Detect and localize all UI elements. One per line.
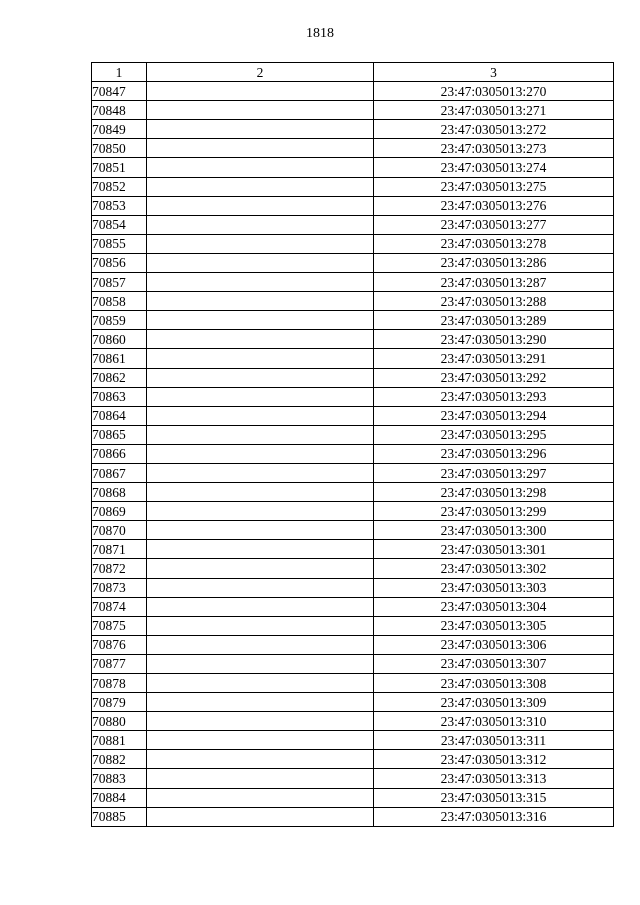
cadastral-number-cell: 23:47:0305013:303 — [374, 578, 614, 597]
table-row — [92, 444, 614, 463]
cadastral-number-cell: 23:47:0305013:290 — [374, 330, 614, 349]
table-row — [92, 387, 614, 406]
cadastral-number-cell: 23:47:0305013:309 — [374, 693, 614, 712]
row-number-cell: 70871 — [92, 540, 147, 559]
row-number-cell: 70850 — [92, 139, 147, 158]
name-cell — [147, 158, 374, 177]
table-row — [92, 731, 614, 750]
cadastral-number-cell: 23:47:0305013:276 — [374, 196, 614, 215]
cadastral-number-cell: 23:47:0305013:275 — [374, 177, 614, 196]
name-cell — [147, 502, 374, 521]
table-header-row — [92, 63, 614, 82]
row-number-cell: 70884 — [92, 788, 147, 807]
table-row — [92, 597, 614, 616]
name-cell — [147, 807, 374, 826]
name-cell — [147, 273, 374, 292]
name-cell — [147, 578, 374, 597]
name-cell — [147, 463, 374, 482]
cadastral-number-cell: 23:47:0305013:295 — [374, 425, 614, 444]
name-cell — [147, 215, 374, 234]
table-row — [92, 101, 614, 120]
row-number-cell: 70852 — [92, 177, 147, 196]
cadastral-number-cell: 23:47:0305013:277 — [374, 215, 614, 234]
name-cell — [147, 616, 374, 635]
name-cell — [147, 654, 374, 673]
name-cell — [147, 521, 374, 540]
row-number-cell: 70869 — [92, 502, 147, 521]
row-number-cell: 70866 — [92, 444, 147, 463]
row-number-cell: 70875 — [92, 616, 147, 635]
row-number-cell: 70851 — [92, 158, 147, 177]
table-row — [92, 712, 614, 731]
table-row — [92, 330, 614, 349]
cadastral-number-cell: 23:47:0305013:311 — [374, 731, 614, 750]
row-number-cell: 70853 — [92, 196, 147, 215]
table-row — [92, 368, 614, 387]
cadastral-number-cell: 23:47:0305013:298 — [374, 483, 614, 502]
row-number-cell: 70868 — [92, 483, 147, 502]
cadastral-number-cell: 23:47:0305013:291 — [374, 349, 614, 368]
table-row — [92, 559, 614, 578]
name-cell — [147, 788, 374, 807]
row-number-cell: 70876 — [92, 635, 147, 654]
name-cell — [147, 196, 374, 215]
row-number-cell: 70878 — [92, 674, 147, 693]
table-row — [92, 82, 614, 101]
table-row — [92, 139, 614, 158]
name-cell — [147, 731, 374, 750]
table-row — [92, 502, 614, 521]
name-cell — [147, 693, 374, 712]
row-number-cell: 70867 — [92, 463, 147, 482]
cadastral-number-cell: 23:47:0305013:294 — [374, 406, 614, 425]
name-cell — [147, 425, 374, 444]
table-row — [92, 311, 614, 330]
table-row — [92, 578, 614, 597]
table-body — [92, 82, 614, 827]
table-row — [92, 654, 614, 673]
row-number-cell: 70882 — [92, 750, 147, 769]
name-cell — [147, 540, 374, 559]
row-number-cell: 70860 — [92, 330, 147, 349]
name-cell — [147, 292, 374, 311]
row-number-cell: 70881 — [92, 731, 147, 750]
registry-table — [91, 62, 614, 827]
cadastral-number-cell: 23:47:0305013:272 — [374, 120, 614, 139]
cadastral-number-cell: 23:47:0305013:278 — [374, 234, 614, 253]
table-row — [92, 807, 614, 826]
table-row — [92, 234, 614, 253]
table-row — [92, 769, 614, 788]
cadastral-number-cell: 23:47:0305013:315 — [374, 788, 614, 807]
name-cell — [147, 82, 374, 101]
table-row — [92, 349, 614, 368]
row-number-cell: 70847 — [92, 82, 147, 101]
cadastral-number-cell: 23:47:0305013:316 — [374, 807, 614, 826]
table-row — [92, 616, 614, 635]
cadastral-number-cell: 23:47:0305013:293 — [374, 387, 614, 406]
row-number-cell: 70870 — [92, 521, 147, 540]
column-header-3: 3 — [374, 63, 614, 82]
cadastral-number-cell: 23:47:0305013:299 — [374, 502, 614, 521]
table-row — [92, 521, 614, 540]
cadastral-number-cell: 23:47:0305013:300 — [374, 521, 614, 540]
row-number-cell: 70854 — [92, 215, 147, 234]
cadastral-number-cell: 23:47:0305013:292 — [374, 368, 614, 387]
row-number-cell: 70849 — [92, 120, 147, 139]
table-row — [92, 158, 614, 177]
row-number-cell: 70864 — [92, 406, 147, 425]
row-number-cell: 70859 — [92, 311, 147, 330]
cadastral-number-cell: 23:47:0305013:310 — [374, 712, 614, 731]
name-cell — [147, 330, 374, 349]
table-row — [92, 674, 614, 693]
cadastral-number-cell: 23:47:0305013:301 — [374, 540, 614, 559]
row-number-cell: 70877 — [92, 654, 147, 673]
cadastral-number-cell: 23:47:0305013:289 — [374, 311, 614, 330]
cadastral-number-cell: 23:47:0305013:302 — [374, 559, 614, 578]
table-row — [92, 292, 614, 311]
cadastral-number-cell: 23:47:0305013:312 — [374, 750, 614, 769]
name-cell — [147, 311, 374, 330]
cadastral-number-cell: 23:47:0305013:306 — [374, 635, 614, 654]
table-row — [92, 425, 614, 444]
column-header-2: 2 — [147, 63, 374, 82]
row-number-cell: 70879 — [92, 693, 147, 712]
table-row — [92, 788, 614, 807]
table-row — [92, 463, 614, 482]
cadastral-number-cell: 23:47:0305013:305 — [374, 616, 614, 635]
name-cell — [147, 483, 374, 502]
cadastral-number-cell: 23:47:0305013:288 — [374, 292, 614, 311]
table-row — [92, 750, 614, 769]
row-number-cell: 70861 — [92, 349, 147, 368]
row-number-cell: 70855 — [92, 234, 147, 253]
column-header-1: 1 — [92, 63, 147, 82]
cadastral-number-cell: 23:47:0305013:287 — [374, 273, 614, 292]
cadastral-number-cell: 23:47:0305013:307 — [374, 654, 614, 673]
name-cell — [147, 674, 374, 693]
name-cell — [147, 769, 374, 788]
row-number-cell: 70856 — [92, 253, 147, 272]
name-cell — [147, 750, 374, 769]
name-cell — [147, 120, 374, 139]
row-number-cell: 70865 — [92, 425, 147, 444]
name-cell — [147, 597, 374, 616]
table-row — [92, 406, 614, 425]
name-cell — [147, 101, 374, 120]
cadastral-number-cell: 23:47:0305013:308 — [374, 674, 614, 693]
name-cell — [147, 177, 374, 196]
row-number-cell: 70863 — [92, 387, 147, 406]
table-row — [92, 196, 614, 215]
name-cell — [147, 406, 374, 425]
cadastral-number-cell: 23:47:0305013:270 — [374, 82, 614, 101]
row-number-cell: 70872 — [92, 559, 147, 578]
row-number-cell: 70857 — [92, 273, 147, 292]
table-row — [92, 635, 614, 654]
name-cell — [147, 139, 374, 158]
row-number-cell: 70873 — [92, 578, 147, 597]
cadastral-number-cell: 23:47:0305013:297 — [374, 463, 614, 482]
table-row — [92, 540, 614, 559]
row-number-cell: 70862 — [92, 368, 147, 387]
row-number-cell: 70858 — [92, 292, 147, 311]
cadastral-number-cell: 23:47:0305013:313 — [374, 769, 614, 788]
cadastral-number-cell: 23:47:0305013:274 — [374, 158, 614, 177]
table-row — [92, 120, 614, 139]
name-cell — [147, 559, 374, 578]
row-number-cell: 70883 — [92, 769, 147, 788]
name-cell — [147, 368, 374, 387]
cadastral-number-cell: 23:47:0305013:296 — [374, 444, 614, 463]
name-cell — [147, 349, 374, 368]
page-number: 1818 — [306, 26, 334, 41]
name-cell — [147, 387, 374, 406]
row-number-cell: 70885 — [92, 807, 147, 826]
table-row — [92, 273, 614, 292]
row-number-cell: 70848 — [92, 101, 147, 120]
cadastral-number-cell: 23:47:0305013:271 — [374, 101, 614, 120]
table-row — [92, 253, 614, 272]
row-number-cell: 70880 — [92, 712, 147, 731]
cadastral-number-cell: 23:47:0305013:304 — [374, 597, 614, 616]
name-cell — [147, 253, 374, 272]
name-cell — [147, 444, 374, 463]
name-cell — [147, 635, 374, 654]
cadastral-number-cell: 23:47:0305013:273 — [374, 139, 614, 158]
table-row — [92, 483, 614, 502]
name-cell — [147, 712, 374, 731]
cadastral-number-cell: 23:47:0305013:286 — [374, 253, 614, 272]
table-row — [92, 177, 614, 196]
row-number-cell: 70874 — [92, 597, 147, 616]
name-cell — [147, 234, 374, 253]
table-row — [92, 215, 614, 234]
table-row — [92, 693, 614, 712]
